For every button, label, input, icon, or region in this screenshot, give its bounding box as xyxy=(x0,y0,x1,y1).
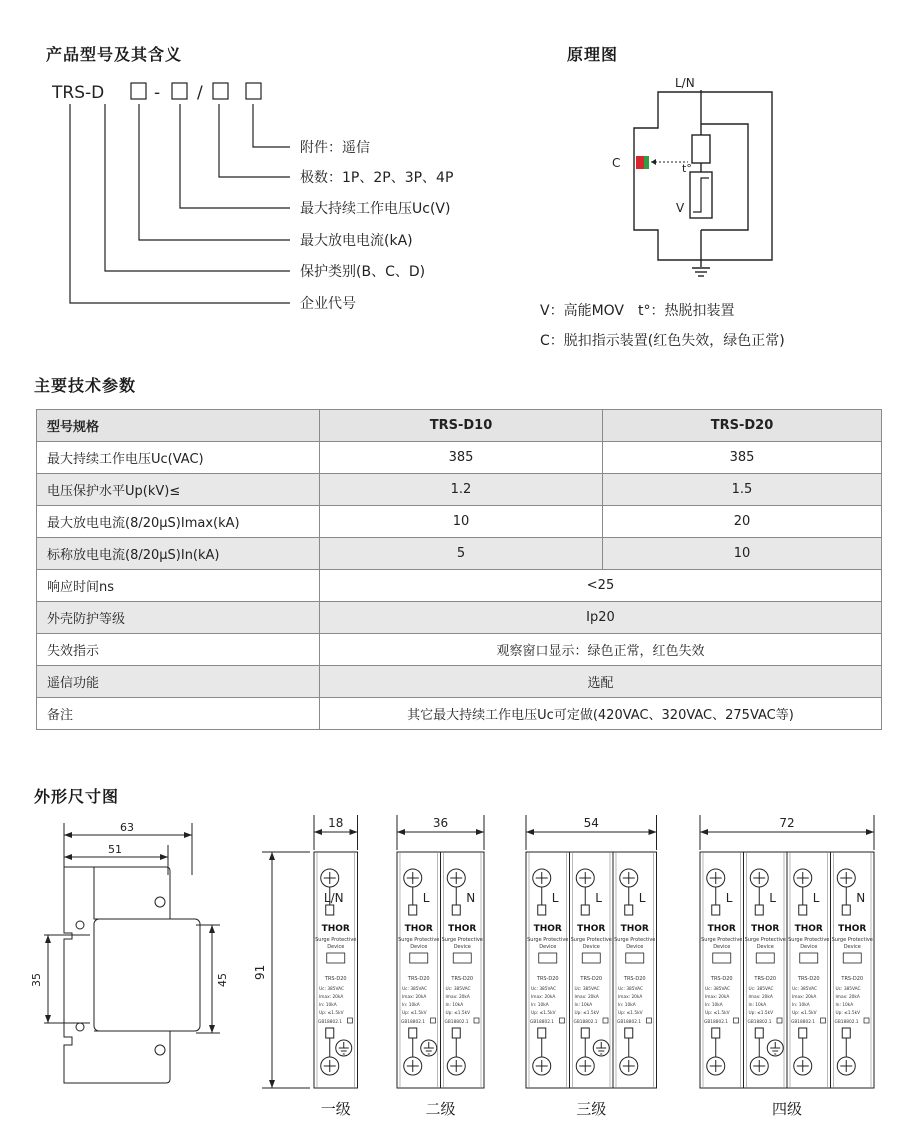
brand-sub2: Device xyxy=(453,944,471,950)
brand-sub1: Surge Protective xyxy=(614,937,656,943)
table-row xyxy=(37,666,882,698)
std-mark-icon xyxy=(431,1018,436,1023)
brand-sub2: Device xyxy=(756,944,774,950)
brand-sub1: Surge Protective xyxy=(831,937,873,943)
model-tag: TRS-D20 xyxy=(754,976,777,982)
legend-uc: 最大持续工作电压Uc(V) xyxy=(300,201,451,217)
row-label: 响应时间ns xyxy=(37,570,320,602)
spec-line: Up: ≤1.5kV xyxy=(748,1011,774,1016)
label-ln: L/N xyxy=(675,76,695,90)
brand-logo: THOR xyxy=(577,924,606,934)
standard-tag: GB18802.1 xyxy=(444,1020,469,1025)
dim-63: 63 xyxy=(120,821,134,834)
spec-line: Up: ≤1.5kV xyxy=(792,1011,817,1016)
status-window xyxy=(626,953,644,963)
table-row xyxy=(37,442,882,474)
spec-line: Uc: 385VAC xyxy=(531,987,557,992)
terminal-clamp xyxy=(842,905,850,915)
dim-arrow-left xyxy=(700,829,708,835)
code-slash: / xyxy=(197,83,203,103)
pole-body xyxy=(526,852,570,1088)
std-mark-icon xyxy=(560,1018,565,1023)
model-tag: TRS-D20 xyxy=(623,976,646,982)
dim-91-arrow-top xyxy=(269,852,275,860)
brand-logo: THOR xyxy=(404,924,433,934)
brand-sub1: Surge Protective xyxy=(701,937,743,943)
pole-label: N xyxy=(856,891,866,905)
dim-45: 45 xyxy=(216,973,229,987)
dim-51: 51 xyxy=(108,843,122,856)
level-label: 四级 xyxy=(771,1100,803,1118)
pole-label: L xyxy=(595,891,602,905)
model-tag: TRS-D20 xyxy=(580,976,603,982)
principle-diagram xyxy=(600,72,800,282)
pole-body xyxy=(441,852,485,1088)
row-label: 备注 xyxy=(37,698,320,730)
code-box-4 xyxy=(246,83,261,99)
brand-logo: THOR xyxy=(707,924,736,934)
spec-line: In: 10kA xyxy=(402,1003,420,1008)
indicator-red xyxy=(636,156,644,169)
std-mark-icon xyxy=(777,1018,782,1023)
dim-arrow-right xyxy=(649,829,657,835)
row-label: 失效指示 xyxy=(37,634,320,666)
spec-line: Imax: 20kA xyxy=(748,995,773,1000)
spec-line: Imax: 20kA xyxy=(835,995,860,1000)
pole-label: L xyxy=(812,891,820,905)
table-header-row xyxy=(37,410,882,442)
pole-label: N xyxy=(466,891,476,905)
code-prefix: TRS-D xyxy=(52,83,105,103)
model-tag: TRS-D20 xyxy=(536,976,559,982)
std-mark-icon xyxy=(864,1018,869,1023)
pole-label: L/N xyxy=(323,891,344,905)
level-label: 一级 xyxy=(320,1100,351,1118)
cell-merged: 其它最大持续工作电压Uc可定做(420VAC、320VAC、275VAC等) xyxy=(320,698,882,730)
cell-d10: 10 xyxy=(320,506,603,538)
spec-line: Imax: 20kA xyxy=(445,995,470,1000)
brand-sub2: Device xyxy=(582,944,600,950)
dim-arrow-right xyxy=(476,829,484,835)
brand-sub2: Device xyxy=(539,944,557,950)
row-label: 电压保护水平Up(kV)≤ xyxy=(37,474,320,506)
legend-class: 保护类别(B、C、D) xyxy=(300,264,426,280)
brand-logo: THOR xyxy=(838,924,867,934)
status-window xyxy=(756,953,774,963)
terminal-clamp xyxy=(755,1028,763,1038)
standard-tag: GB18802.1 xyxy=(834,1020,859,1025)
terminal-clamp xyxy=(326,1028,334,1038)
cell-merged: 观察窗口显示：绿色正常，红色失效 xyxy=(320,634,882,666)
code-box-1 xyxy=(131,83,146,99)
table-row xyxy=(37,474,882,506)
model-tag: TRS-D20 xyxy=(841,976,864,982)
terminal-clamp xyxy=(799,1028,807,1038)
header-d10: TRS-D10 xyxy=(320,410,603,442)
standard-tag: GB18802.1 xyxy=(401,1020,426,1025)
status-window xyxy=(410,953,428,963)
spec-line: In: 10kA xyxy=(792,1003,810,1008)
spec-line: Up: ≤1.5kV xyxy=(445,1011,471,1016)
module-front-views xyxy=(0,810,920,1140)
terminal-clamp xyxy=(625,1028,633,1038)
header-model: 型号规格 xyxy=(37,410,320,442)
dim-arrow-left xyxy=(314,829,322,835)
brand-sub2: Device xyxy=(843,944,861,950)
label-t: t° xyxy=(682,162,692,175)
pole-body xyxy=(314,852,358,1088)
spec-line: Uc: 385VAC xyxy=(792,987,818,992)
model-heading: 产品型号及其含义 xyxy=(46,45,183,64)
tech-spec-table xyxy=(36,409,882,730)
spec-line: Uc: 385VAC xyxy=(445,987,471,992)
spec-line: Up: ≤1.5kV xyxy=(531,1011,556,1016)
brand-sub2: Device xyxy=(800,944,818,950)
spec-line: In: 10kA xyxy=(574,1003,593,1008)
code-leader-lines xyxy=(70,104,290,303)
spec-line: Up: ≤1.5kV xyxy=(402,1011,427,1016)
dim-arrow-right xyxy=(350,829,358,835)
dim-arrow-left xyxy=(397,829,405,835)
model-tag: TRS-D20 xyxy=(407,976,430,982)
row-label: 遥信功能 xyxy=(37,666,320,698)
cell-d20: 385 xyxy=(603,442,882,474)
pole-label: L xyxy=(725,891,733,905)
spec-line: Uc: 385VAC xyxy=(748,987,774,992)
spec-line: Up: ≤1.5kV xyxy=(618,1011,643,1016)
spec-line: Imax: 20kA xyxy=(319,995,344,1000)
dim-35: 35 xyxy=(30,973,43,987)
status-window xyxy=(800,953,818,963)
label-c: C xyxy=(612,156,621,170)
table-row xyxy=(37,698,882,730)
status-window xyxy=(713,953,731,963)
spec-line: In: 10kA xyxy=(531,1003,549,1008)
principle-heading: 原理图 xyxy=(567,45,619,64)
cell-merged: Ip20 xyxy=(320,602,882,634)
spec-line: Uc: 385VAC xyxy=(319,987,345,992)
status-window xyxy=(843,953,861,963)
model-tag: TRS-D20 xyxy=(324,976,347,982)
legend-poles: 极数：1P、2P、3P、4P xyxy=(300,170,454,186)
level-label: 三级 xyxy=(576,1100,607,1118)
terminal-clamp xyxy=(625,905,633,915)
brand-sub2: Device xyxy=(327,944,345,950)
principle-note-2: C：脱扣指示装置(红色失效，绿色正常) xyxy=(540,333,785,349)
cell-merged: 选配 xyxy=(320,666,882,698)
brand-logo: THOR xyxy=(794,924,823,934)
terminal-clamp xyxy=(755,905,763,915)
terminal-clamp xyxy=(538,1028,546,1038)
table-row xyxy=(37,570,882,602)
tech-heading: 主要技术参数 xyxy=(34,376,137,395)
brand-sub1: Surge Protective xyxy=(744,937,786,943)
terminal-clamp xyxy=(581,1028,589,1038)
cell-d20: 20 xyxy=(603,506,882,538)
spec-line: In: 10kA xyxy=(705,1003,723,1008)
std-mark-icon xyxy=(734,1018,739,1023)
pole-label: L xyxy=(422,891,430,905)
spec-line: Uc: 385VAC xyxy=(402,987,428,992)
dim-width-label: 36 xyxy=(432,816,449,830)
spec-line: Imax: 20kA xyxy=(574,995,599,1000)
brand-sub2: Device xyxy=(410,944,428,950)
status-window xyxy=(582,953,600,963)
brand-logo: THOR xyxy=(751,924,780,934)
std-mark-icon xyxy=(474,1018,479,1023)
dim-arrow-left xyxy=(526,829,534,835)
std-mark-icon xyxy=(821,1018,826,1023)
pole-body xyxy=(787,852,831,1088)
model-tag: TRS-D20 xyxy=(710,976,733,982)
brand-logo: THOR xyxy=(448,924,477,934)
brand-sub1: Surge Protective xyxy=(441,937,483,943)
status-window xyxy=(453,953,471,963)
terminal-clamp xyxy=(799,905,807,915)
std-mark-icon xyxy=(348,1018,353,1023)
std-mark-icon xyxy=(603,1018,608,1023)
header-d20: TRS-D20 xyxy=(603,410,882,442)
dim-91-label: 91 xyxy=(253,964,267,980)
standard-tag: GB18802.1 xyxy=(530,1020,555,1025)
spec-line: In: 10kA xyxy=(319,1003,337,1008)
brand-sub1: Surge Protective xyxy=(570,937,612,943)
pole-body xyxy=(700,852,744,1088)
spec-line: Imax: 20kA xyxy=(618,995,643,1000)
pole-label: L xyxy=(769,891,776,905)
table-row xyxy=(37,538,882,570)
dim-arrow-right xyxy=(866,829,874,835)
standard-tag: GB18802.1 xyxy=(791,1020,816,1025)
table-row xyxy=(37,602,882,634)
terminal-clamp xyxy=(712,905,720,915)
standard-tag: GB18802.1 xyxy=(318,1020,343,1025)
brand-sub1: Surge Protective xyxy=(788,937,830,943)
terminal-clamp xyxy=(409,1028,417,1038)
legend-imax: 最大放电电流(kA) xyxy=(300,233,413,249)
spec-line: Up: ≤1.5kV xyxy=(705,1011,730,1016)
brand-sub2: Device xyxy=(713,944,731,950)
spec-line: In: 10kA xyxy=(445,1003,464,1008)
terminal-clamp xyxy=(452,905,460,915)
spec-line: Uc: 385VAC xyxy=(618,987,644,992)
status-window xyxy=(539,953,557,963)
dim-91-arrow-bottom xyxy=(269,1080,275,1088)
spec-line: Imax: 20kA xyxy=(792,995,817,1000)
standard-tag: GB18802.1 xyxy=(747,1020,772,1025)
brand-sub1: Surge Protective xyxy=(398,937,440,943)
pole-label: L xyxy=(638,891,646,905)
dim-width-label: 54 xyxy=(583,816,599,830)
pole-body xyxy=(831,852,875,1088)
spec-line: Uc: 385VAC xyxy=(835,987,861,992)
legend-company: 企业代号 xyxy=(300,296,356,312)
table-row xyxy=(37,506,882,538)
cell-d10: 5 xyxy=(320,538,603,570)
terminal-clamp xyxy=(538,905,546,915)
spec-line: In: 10kA xyxy=(748,1003,767,1008)
cell-d20: 10 xyxy=(603,538,882,570)
cell-merged: <25 xyxy=(320,570,882,602)
cell-d20: 1.5 xyxy=(603,474,882,506)
legend-attachment: 附件：遥信 xyxy=(300,140,370,156)
cell-d10: 1.2 xyxy=(320,474,603,506)
spec-line: Up: ≤1.5kV xyxy=(835,1011,861,1016)
terminal-clamp xyxy=(581,905,589,915)
std-mark-icon xyxy=(647,1018,652,1023)
standard-tag: GB18802.1 xyxy=(617,1020,642,1025)
model-tag: TRS-D20 xyxy=(797,976,820,982)
terminal-clamp xyxy=(712,1028,720,1038)
level-label: 二级 xyxy=(425,1100,456,1118)
spec-line: Up: ≤1.5kV xyxy=(319,1011,344,1016)
dim-width-label: 18 xyxy=(328,816,344,830)
spec-line: Up: ≤1.5kV xyxy=(574,1011,600,1016)
dims-heading: 外形尺寸图 xyxy=(34,787,120,806)
brand-logo: THOR xyxy=(533,924,562,934)
model-code-diagram xyxy=(0,70,520,330)
spec-line: Uc: 385VAC xyxy=(574,987,600,992)
row-label: 最大持续工作电压Uc(VAC) xyxy=(37,442,320,474)
spec-line: Imax: 20kA xyxy=(402,995,427,1000)
pole-label: L xyxy=(551,891,559,905)
code-box-2 xyxy=(172,83,187,99)
terminal-clamp xyxy=(326,905,334,915)
spec-line: Imax: 20kA xyxy=(705,995,730,1000)
model-tag: TRS-D20 xyxy=(451,976,474,982)
thermal-fuse xyxy=(692,135,710,163)
brand-logo: THOR xyxy=(620,924,649,934)
code-dash: - xyxy=(154,83,161,103)
row-label: 外壳防护等级 xyxy=(37,602,320,634)
label-v: V xyxy=(676,201,685,215)
brand-sub2: Device xyxy=(626,944,644,950)
row-label: 最大放电电流(8/20μS)Imax(kA) xyxy=(37,506,320,538)
spec-line: Uc: 385VAC xyxy=(705,987,731,992)
code-box-3 xyxy=(213,83,228,99)
brand-logo: THOR xyxy=(321,924,350,934)
spec-line: Imax: 20kA xyxy=(531,995,556,1000)
brand-sub1: Surge Protective xyxy=(527,937,569,943)
standard-tag: GB18802.1 xyxy=(573,1020,598,1025)
cell-d10: 385 xyxy=(320,442,603,474)
pole-body xyxy=(613,852,657,1088)
standard-tag: GB18802.1 xyxy=(704,1020,729,1025)
dim-width-label: 72 xyxy=(779,816,795,830)
terminal-clamp xyxy=(842,1028,850,1038)
terminal-clamp xyxy=(409,905,417,915)
table-row xyxy=(37,634,882,666)
status-window xyxy=(327,953,345,963)
terminal-clamp xyxy=(452,1028,460,1038)
principle-note-1: V：高能MOV t°：热脱扣装置 xyxy=(540,303,735,319)
row-label: 标称放电电流(8/20μS)In(kA) xyxy=(37,538,320,570)
brand-sub1: Surge Protective xyxy=(315,937,357,943)
spec-line: In: 10kA xyxy=(618,1003,636,1008)
spec-line: In: 10kA xyxy=(835,1003,854,1008)
